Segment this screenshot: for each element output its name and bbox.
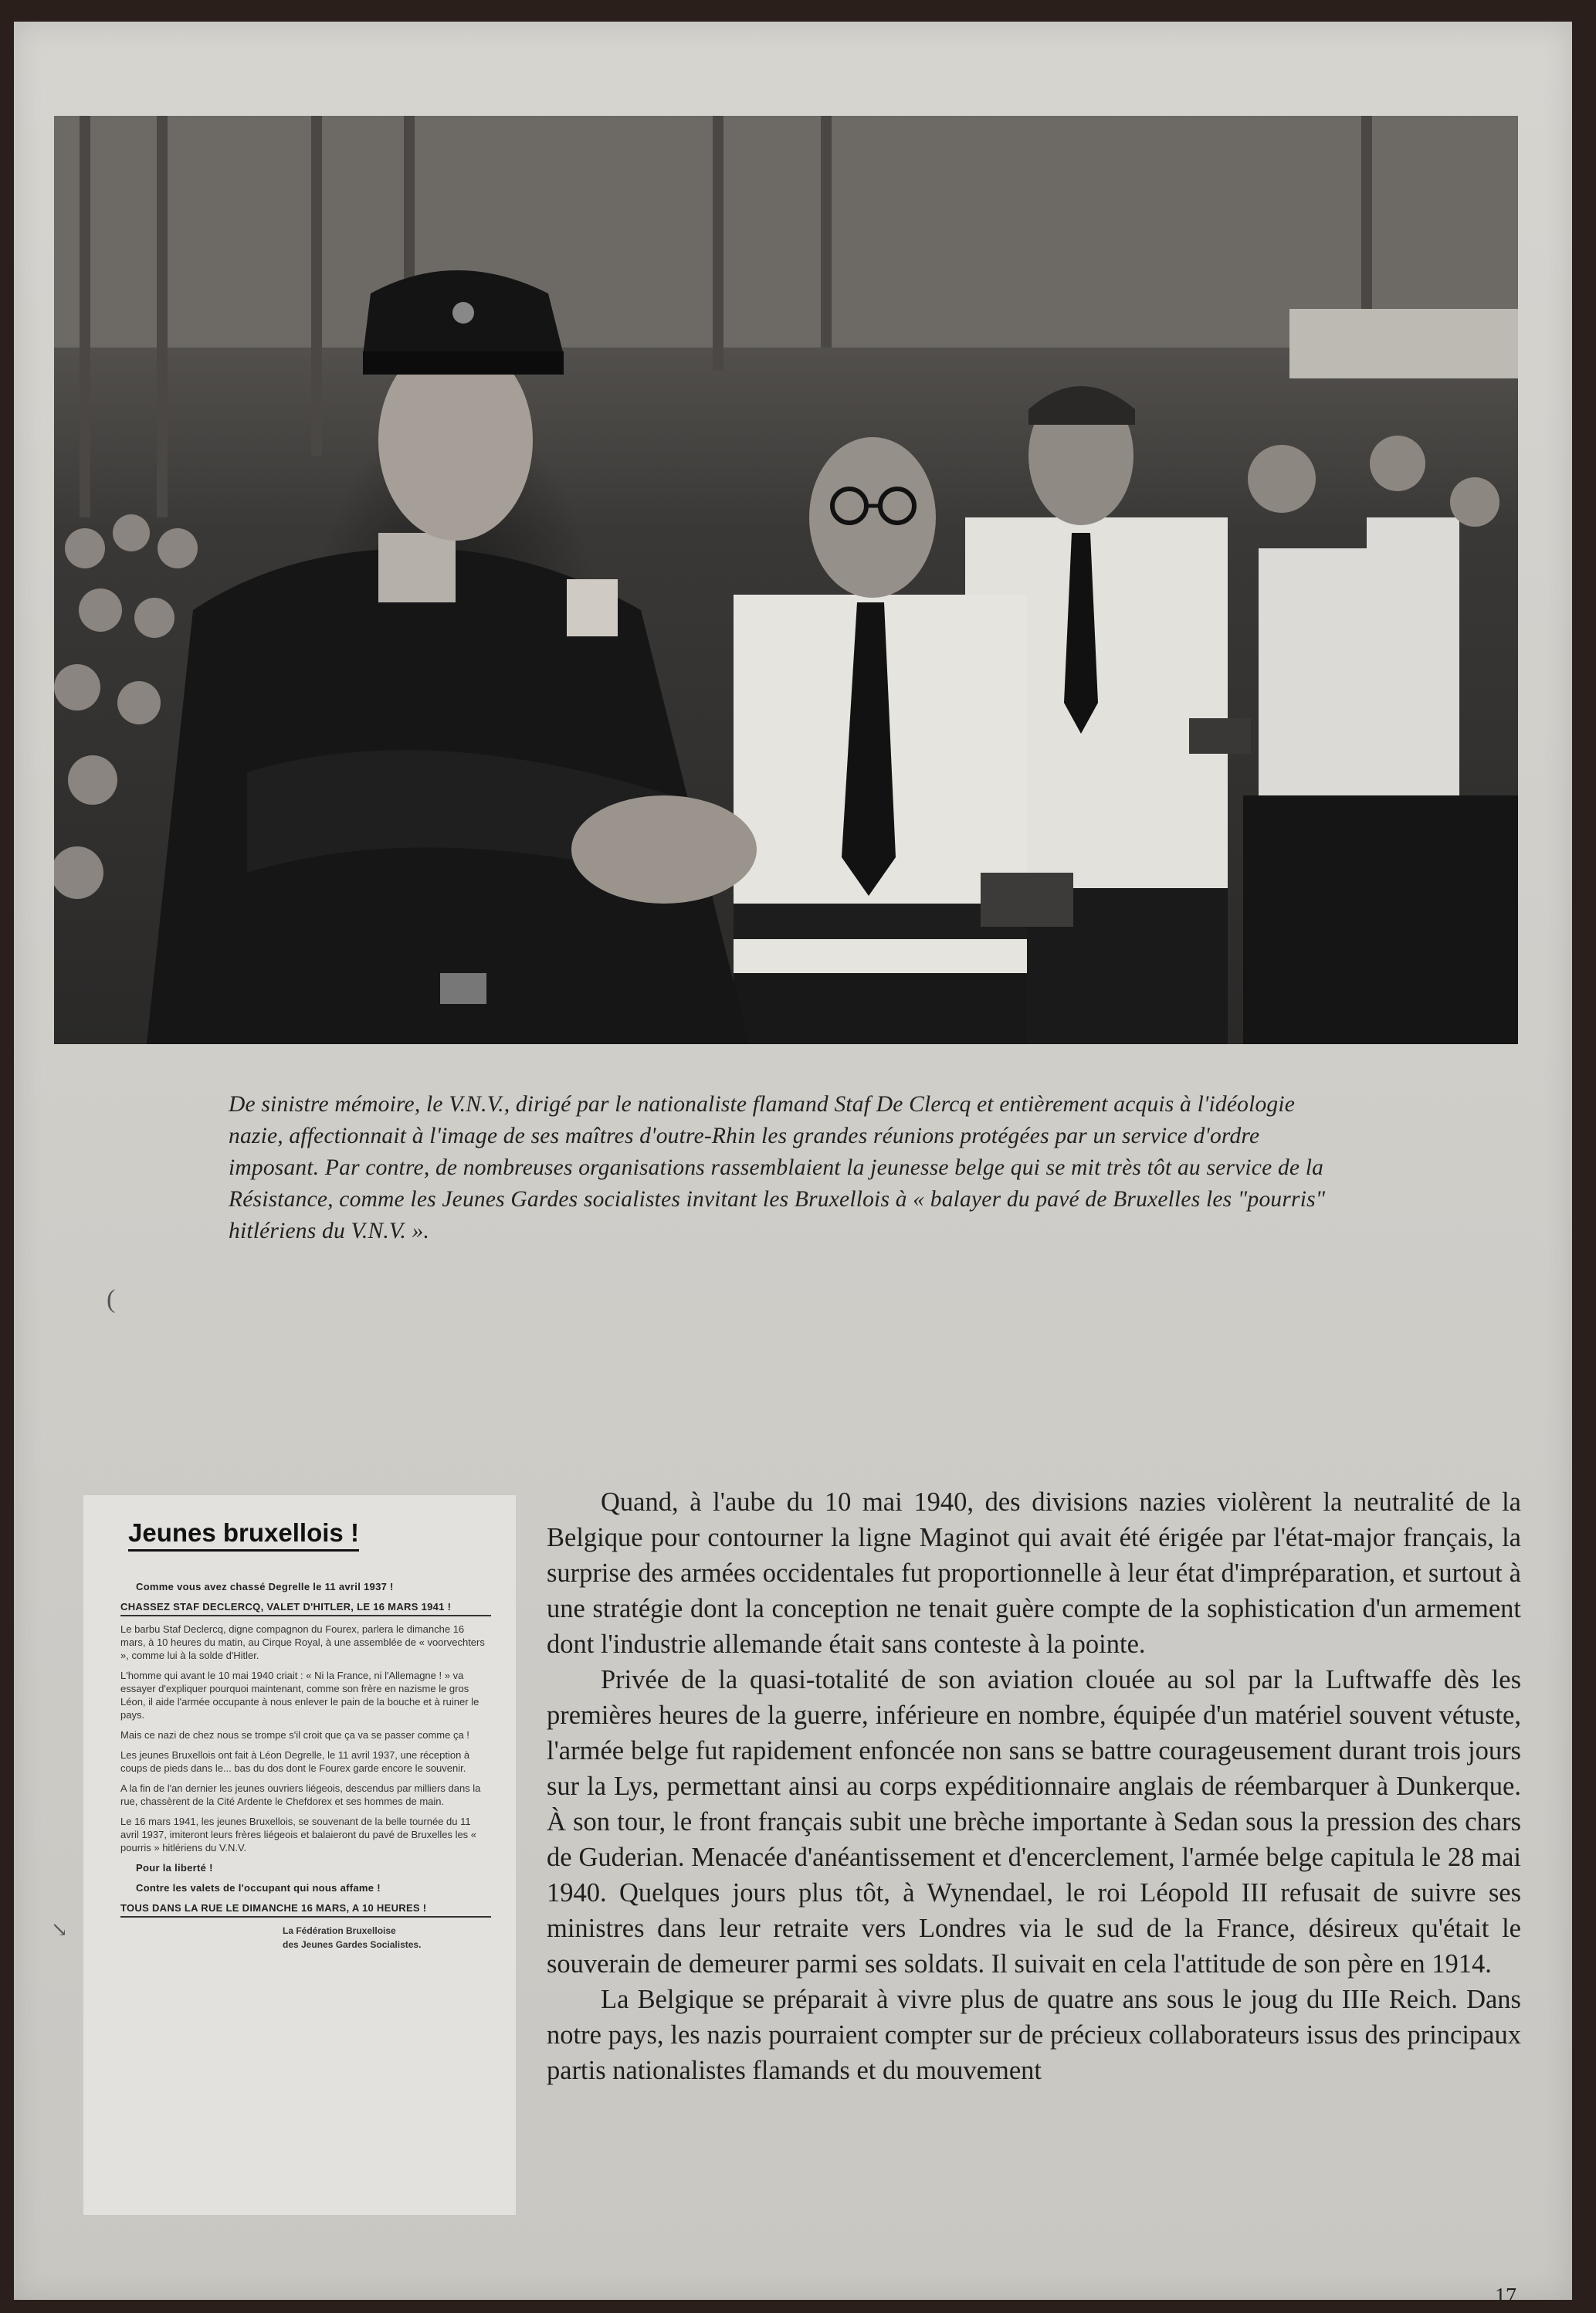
leaflet-signature-line: des Jeunes Gardes Socialistes.: [283, 1939, 422, 1950]
page: [14, 22, 1572, 2308]
paragraph: Privée de la quasi-totalité de son aviation clouée au sol par la Luftwaffe dès les premières heures de la guerre, inférieure en nombre, équipée d'un matériel souvent vétuste, l'armée belge fut rapidement enfoncée non sans se battre courageusement durant trois jours sur la Lys, permettant ainsi au corps expéditionnaire anglais de réembarquer à Dunkerque. À son tour, le front français subit une brèche importante à Sedan sous la pression des chars de Guderian. Menacée d'anéantissement et d'encerclement, l'armée belge capitula le 28 mai 1940. Quelques jours plus tôt, à Wynendael, le roi Léopold III refusait de suivre ses ministres dans leur retraite vers Londres via le sud de la France, désireux qu'était le souverain de demeurer parmi ses soldats. Il suivait en cela l'attitude de son père en 1914.: [547, 1665, 1521, 1979]
leaflet-paragraph: Le barbu Staf Declercq, digne compagnon du Fourex, parlera le dimanche 16 mars, à 10 heures du matin, au Cirque Royal, à une assemblée de « voorvechters », comme lui à la solde d'Hitler.: [120, 1623, 485, 1661]
caption-text: De sinistre mémoire, le V.N.V., dirigé par le nationaliste flamand Staf De Clercq et entièrement acquis à l'idéologie nazie, affectionnait à l'image de ses maîtres d'outre-Rhin les grandes réunions protégées par un service d'ordre imposant. Par contre, de nombreuses organisations rassemblaient la jeunesse belge qui se mit très tôt au service de la Résistance, comme les Jeunes Gardes socialistes invitant les Bruxellois à « balayer du pavé de Bruxelles les "pourris" hitlériens du V.N.V. ».: [229, 1092, 1326, 1243]
paragraph: Quand, à l'aube du 10 mai 1940, des divisions nazies violèrent la neutralité de la Belgique pour contourner la ligne Maginot qui avait été érigée par l'état-major français, la surprise des armées occidentales fut proportionnelle à leur état d'impréparation, et surtout à une stratégie dont la conception ne tenait guère compte de la sophistication d'un armement dont l'industrie allemande était sans conteste à la pointe.: [547, 1487, 1521, 1659]
leaflet-call: TOUS DANS LA RUE LE DIMANCHE 16 MARS, A 10 HEURES !: [120, 1901, 491, 1918]
leaflet-paragraph: Mais ce nazi de chez nous se trompe s'il croit que ça va se passer comme ça !: [120, 1729, 469, 1741]
leaflet-body: [120, 1580, 491, 1952]
leaflet-paragraph: Le 16 mars 1941, les jeunes Bruxellois, se souvenant de la belle tournée du 11 avril 1937, imiteront leurs frères liégeois et balaieront du pavé de Bruxelles les « pourris » hitlériens du V.N.V.: [120, 1816, 477, 1853]
margin-mark: (: [107, 1285, 116, 1314]
leaflet-slogan: Pour la liberté !: [136, 1862, 213, 1874]
paragraph: La Belgique se préparait à vivre plus de quatre ans sous le joug du IIIe Reich. Dans notre pays, les nazis pourraient compter sur de précieux collaborateurs issus des principaux partis nationalistes flamands et du mouvement: [547, 1985, 1521, 2085]
leaflet-paragraph: Les jeunes Bruxellois ont fait à Léon Degrelle, le 11 avril 1937, une réception à coups de pieds dans le... bas du dos dont le Fourex garde encore le souvenir.: [120, 1749, 470, 1774]
margin-mark: ↘: [51, 1918, 68, 1941]
leaflet-paragraph: A la fin de l'an dernier les jeunes ouvriers liégeois, descendus par milliers dans la rue, chassèrent de la Cité Ardente le Chefdorex et ses hommes de main.: [120, 1782, 481, 1807]
photograph: [54, 116, 1518, 1044]
leaflet-slogan: Contre les valets de l'occupant qui nous affame !: [136, 1882, 381, 1894]
photo-caption: [229, 1089, 1350, 1247]
photo-illustration: [54, 116, 1518, 1044]
leaflet-headline: CHASSEZ STAF DECLERCQ, VALET D'HITLER, LE 16 MARS 1941 !: [120, 1600, 491, 1616]
resistance-leaflet: [83, 1495, 516, 2215]
leaflet-signature-line: La Fédération Bruxelloise: [283, 1925, 396, 1936]
leaflet-line: Comme vous avez chassé Degrelle le 11 avril 1937 !: [136, 1581, 394, 1592]
leaflet-title: Jeunes bruxellois !: [128, 1518, 359, 1552]
page-number: 17: [1495, 2284, 1516, 2308]
leaflet-paragraph: L'homme qui avant le 10 mai 1940 criait : « Ni la France, ni l'Allemagne ! » va essayer d'expliquer pourquoi maintenant, comme son frère en nazisme le gros Léon, il aide l'armée occupante à nous enlever le pain de la bouche et à ruiner le pays.: [120, 1670, 479, 1721]
main-text: [547, 1484, 1521, 2088]
